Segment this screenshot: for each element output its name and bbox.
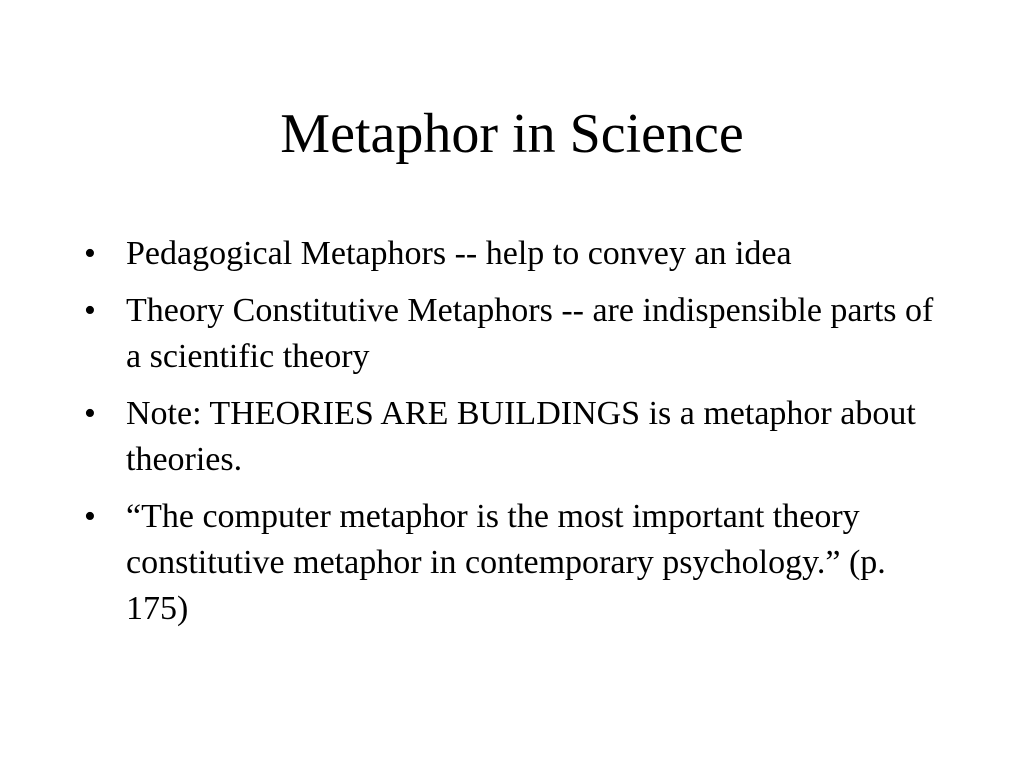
bullet-text: Note: THEORIES ARE BUILDINGS is a metaphor about theories. (126, 395, 916, 478)
bullet-item (0, 288, 1024, 380)
bullet-item (0, 494, 1024, 632)
bullet-list (0, 231, 1024, 643)
bullet-point-icon: • (84, 395, 96, 432)
bullet-point-icon: • (84, 498, 96, 535)
bullet-text: Theory Constitutive Metaphors -- are indispensible parts of a scientific theory (126, 292, 934, 375)
bullet-point-icon: • (84, 235, 96, 272)
bullet-item (0, 391, 1024, 483)
bullet-item (0, 231, 1024, 277)
slide-title: Metaphor in Science (280, 103, 744, 165)
bullet-point-icon: • (84, 292, 96, 329)
bullet-text: Pedagogical Metaphors -- help to convey an idea (126, 235, 792, 272)
bullet-text: “The computer metaphor is the most important theory constitutive metaphor in contemporary psychology.” (p. 175) (126, 498, 886, 627)
